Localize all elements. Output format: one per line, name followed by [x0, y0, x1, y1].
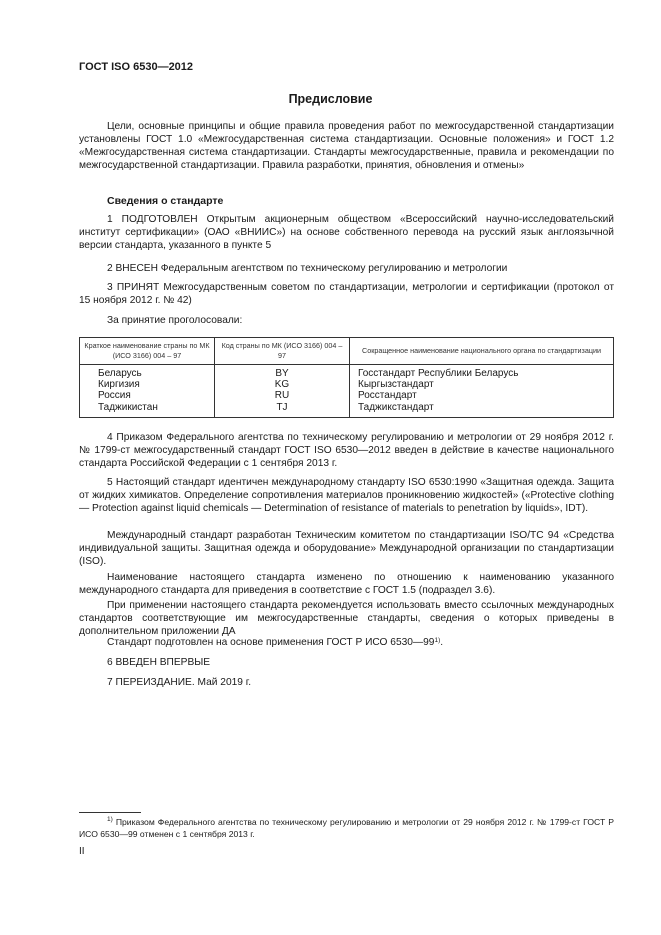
footnote-reference[interactable]: 1) [434, 637, 441, 644]
footnote [79, 816, 614, 840]
column-header-code: Код страны по МК (ИСО 3166) 004 – 97 [215, 338, 350, 365]
country-name: Таджикистан [98, 401, 158, 413]
item-1: 1 ПОДГОТОВЛЕН Открытым акционерным обществом «Всероссийский научно-исследовательский институт сертификации» (ОАО «ВНИИС») на основе собственного перевода на русский язык англоязычной версии стандарта, указанного в пункте 5 [79, 214, 614, 251]
intro-paragraph: Цели, основные принципы и общие правила проведения работ по межгосударственной стандартизации установлены ГОСТ 1.0 «Межгосударственная система стандартизации. Основные положения» и ГОСТ 1.2 «Межгосударственная система стандартизации. Стандарты межгосударственные, правила и рекомендации по межгосударственной стандартизации. Правила разработки, принятия, обновления и отмены» [79, 121, 614, 171]
standards-body: Кыргызстандарт [358, 379, 434, 391]
item-6: 6 ВВЕДЕН ВПЕРВЫЕ [107, 657, 211, 668]
item-5-references: При применении настоящего стандарта рекомендуется использовать вместо ссылочных международных стандартов соответствующие им межгосударственные стандарты, сведения о которых приведены в дополнительном приложении ДА [79, 600, 614, 637]
item-5-basis: Стандарт подготовлен на основе применения ГОСТ Р ИСО 6530—99$^{1)}$. [107, 637, 444, 648]
country-code: BY [275, 368, 289, 379]
body-cell [350, 365, 614, 418]
footnote-text: Приказом Федерального агентства по техническому регулированию и метрологии от 29 ноября 2012 г. № 1799-ст ГОСТ Р ИСО 6530—99 отменен с 1 сентября 2013 г. [79, 817, 614, 839]
standards-body: Госстандарт Республики Беларусь [358, 368, 519, 379]
page-title: Предисловие [288, 92, 373, 106]
item-3: 3 ПРИНЯТ Межгосударственным советом по стандартизации, метрологии и сертификации (протокол от 15 ноября 2012 г. № 42) [79, 282, 614, 306]
item-5: 5 Настоящий стандарт идентичен международному стандарту ISO 6530:1990 «Защитная одежда. Защита от жидких химикатов. Определение сопротивления материалов проникновению жидкостей» («Protective clothing — Protection against liquid chemicals — Determination of resistance of materials to penetration by liquids», IDT). [79, 477, 614, 514]
section-heading: Сведения о стандарте [107, 195, 224, 207]
country-name: Киргизия [98, 379, 140, 391]
code-cell [215, 365, 350, 418]
item-4: 4 Приказом Федерального агентства по техническому регулированию и метрологии от 29 ноября 2012 г. № 1799-ст межгосударственный стандарт ГОСТ ISO 6530—2012 введен в действие в качестве национального стандарта Российской Федерации с 1 сентября 2013 г. [79, 432, 614, 469]
table-row [80, 365, 614, 418]
country-name: Россия [98, 390, 131, 402]
item-5-committee: Международный стандарт разработан Техническим комитетом по стандартизации ISO/TC 94 «Средства индивидуальной защиты. Защитная одежда и оборудование» Международной организации по стандартизации (ISO). [79, 530, 614, 567]
document-header: ГОСТ ISO 6530—2012 [79, 61, 194, 73]
country-cell [80, 365, 215, 418]
item-5-name-change: Наименование настоящего стандарта изменено по отношению к наименованию указанного международного стандарта для приведения в соответствие с ГОСТ 1.5 (подраздел 3.6). [79, 572, 614, 596]
country-code: KG [274, 379, 290, 391]
country-name: Беларусь [98, 368, 142, 379]
item-2: 2 ВНЕСЕН Федеральным агентством по техническому регулированию и метрологии [107, 263, 508, 274]
member-states-table [79, 337, 614, 418]
standards-body: Росстандарт [358, 390, 417, 402]
country-code: RU [274, 390, 290, 402]
page-number: II [79, 846, 85, 857]
column-header-country: Краткое наименование страны по МК (ИСО 3166) 004 – 97 [80, 338, 215, 365]
country-code: TJ [276, 401, 288, 413]
item-7: 7 ПЕРЕИЗДАНИЕ. Май 2019 г. [107, 677, 252, 688]
column-header-body: Сокращенное наименование национального органа по стандартизации [350, 338, 614, 365]
standards-body: Таджикстандарт [358, 401, 434, 413]
footnote-mark: 1) [107, 816, 113, 823]
footnote-divider [79, 812, 141, 813]
voted-label: За принятие проголосовали: [107, 315, 243, 326]
basis-text: Стандарт подготовлен на основе применения ГОСТ Р ИСО 6530—99 [107, 637, 435, 648]
